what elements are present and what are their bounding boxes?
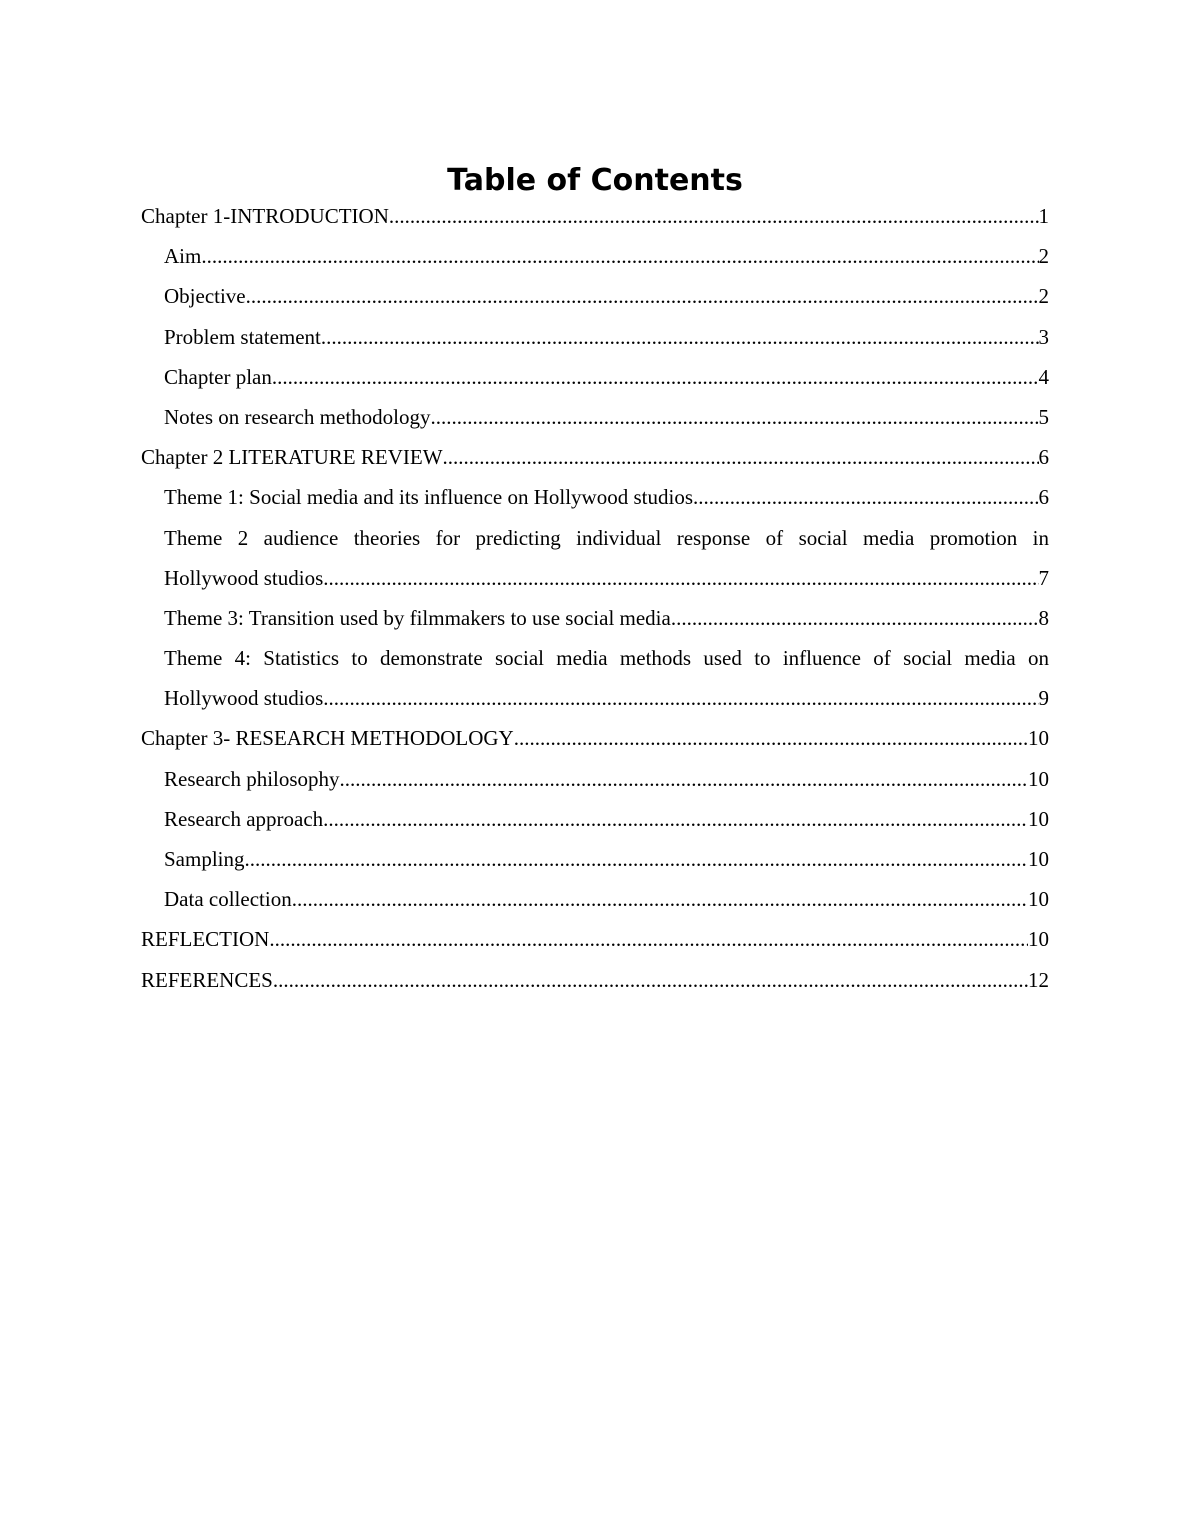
toc-entry-text: Research approach — [164, 806, 324, 831]
toc-page-number: 10 — [1028, 927, 1049, 952]
toc-entry-theme-4[interactable] — [164, 638, 1049, 718]
toc-page-number: 4 — [1038, 364, 1049, 389]
toc-page-number: 6 — [1038, 485, 1049, 510]
toc-entry-text: REFERENCES — [141, 967, 273, 992]
toc-page-number: 6 — [1038, 445, 1049, 470]
toc-entry-text: REFLECTION — [141, 927, 270, 952]
toc-title: Table of Contents — [447, 163, 743, 198]
toc-entry-text: Chapter 2 LITERATURE REVIEW — [141, 445, 443, 470]
toc-entry-text-line-1: Theme 2 audience theories for predicting individual response of social media promotion in — [164, 525, 1049, 550]
toc-page-number: 10 — [1028, 806, 1049, 831]
toc-entry-text: Data collection — [164, 887, 292, 912]
toc-entry-text: Chapter 3- RESEARCH METHODOLOGY — [141, 726, 514, 751]
toc-page-number: 10 — [1028, 766, 1049, 791]
toc-dot-leader — [272, 357, 1039, 397]
toc-entry-reflection[interactable] — [141, 919, 1049, 959]
toc-entry-aim[interactable] — [164, 236, 1049, 276]
toc-entry-theme-2[interactable] — [164, 518, 1049, 598]
toc-page-number: 12 — [1028, 967, 1049, 992]
toc-dot-leader — [323, 799, 1028, 839]
toc-entry-chapter-plan[interactable] — [164, 357, 1049, 397]
toc-entry-text-line-2: Hollywood studios — [164, 565, 324, 590]
toc-entry-text-line-1: Theme 4: Statistics to demonstrate social media methods used to influence of social media on — [164, 646, 1049, 671]
toc-dot-leader — [323, 678, 1038, 718]
toc-dot-leader — [389, 196, 1039, 236]
toc-page-number: 9 — [1038, 686, 1049, 711]
toc-entry-chapter-2[interactable] — [141, 437, 1049, 477]
toc-entry-text: Notes on research methodology — [164, 404, 431, 429]
toc-dot-leader — [514, 718, 1028, 758]
toc-entry-research-philosophy[interactable] — [164, 759, 1049, 799]
toc-entry-text-line-2: Hollywood studios — [164, 686, 324, 711]
toc-dot-leader — [431, 397, 1039, 437]
toc-entry-problem-statement[interactable] — [164, 317, 1049, 357]
toc-entry-text: Objective — [164, 284, 246, 309]
toc-dot-leader — [443, 437, 1039, 477]
toc-entry-notes-on-research-methodology[interactable] — [164, 397, 1049, 437]
toc-dot-leader — [246, 276, 1039, 316]
toc-entry-references[interactable] — [141, 960, 1049, 1000]
toc-entry-text: Aim — [164, 244, 202, 269]
toc-entry-research-approach[interactable] — [164, 799, 1049, 839]
toc-page-number: 8 — [1038, 605, 1049, 630]
toc-dot-leader — [340, 759, 1028, 799]
toc-dot-leader — [292, 879, 1028, 919]
toc-page-number: 1 — [1038, 204, 1049, 228]
toc-dot-leader — [269, 919, 1028, 959]
toc-page-number: 10 — [1028, 726, 1049, 751]
toc-page-number: 7 — [1038, 565, 1049, 590]
toc-entry-text: Theme 1: Social media and its influence on Hollywood studios — [164, 485, 693, 510]
toc-entry-text: Theme 3: Transition used by filmmakers to use social media — [164, 605, 671, 630]
toc-dot-leader — [273, 960, 1028, 1000]
toc-entry-text: Problem statement — [164, 324, 321, 349]
toc-entry-data-collection[interactable] — [164, 879, 1049, 919]
toc-entry-chapter-3[interactable] — [141, 718, 1049, 758]
table-of-contents — [141, 196, 1049, 1000]
toc-entry-text: Chapter 1-INTRODUCTION — [141, 204, 389, 228]
toc-page-number: 10 — [1028, 887, 1049, 912]
toc-dot-leader — [245, 839, 1028, 879]
toc-entry-theme-3[interactable] — [164, 598, 1049, 638]
toc-dot-leader — [321, 317, 1039, 357]
toc-page-number: 10 — [1028, 847, 1049, 872]
toc-entry-text: Chapter plan — [164, 364, 272, 389]
toc-page-number: 3 — [1038, 324, 1049, 349]
toc-dot-leader — [201, 236, 1038, 276]
toc-dot-leader — [323, 558, 1038, 598]
toc-page-number: 2 — [1038, 284, 1049, 309]
toc-dot-leader — [671, 598, 1039, 638]
toc-page-number: 2 — [1038, 244, 1049, 269]
toc-dot-leader — [693, 477, 1039, 517]
toc-entry-chapter-1[interactable] — [141, 196, 1049, 236]
toc-entry-text: Research philosophy — [164, 766, 340, 791]
toc-entry-objective[interactable] — [164, 276, 1049, 316]
toc-page-number: 5 — [1038, 404, 1049, 429]
toc-entry-theme-1[interactable] — [164, 477, 1049, 517]
toc-entry-sampling[interactable] — [164, 839, 1049, 879]
toc-entry-text: Sampling — [164, 847, 245, 872]
